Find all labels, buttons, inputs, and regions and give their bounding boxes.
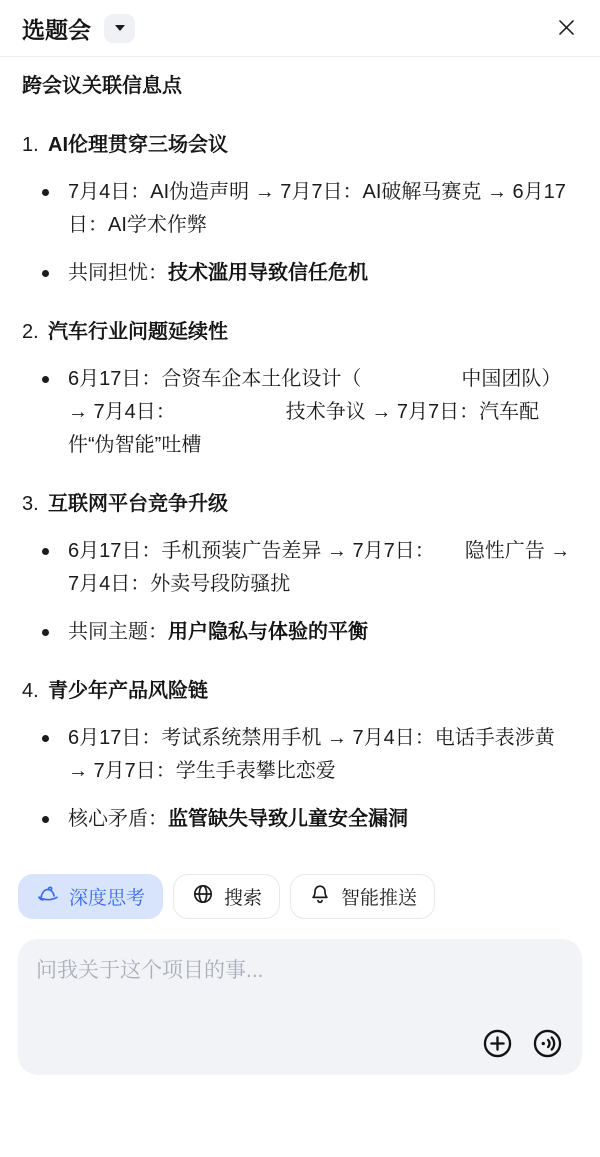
deep-think-button[interactable] bbox=[18, 874, 163, 919]
deep-think-hat-icon bbox=[36, 882, 60, 912]
section-number: 2. bbox=[22, 321, 39, 343]
list-item bbox=[22, 257, 578, 290]
title-dropdown-button[interactable] bbox=[104, 14, 135, 43]
list-item bbox=[22, 616, 578, 649]
section-4 bbox=[22, 675, 578, 836]
list-item-text: 共同主题：用户隐私与体验的平衡 bbox=[68, 621, 368, 643]
section-2 bbox=[22, 316, 578, 462]
list-item bbox=[22, 535, 578, 601]
list-item-text: 共同担忧：技术滥用导致信任危机 bbox=[68, 262, 368, 284]
bell-icon bbox=[308, 882, 332, 912]
header bbox=[0, 0, 600, 56]
voice-input-icon bbox=[530, 1026, 565, 1064]
list-item-text: 6月17日：合资车企本土化设计（ 中国团队） → 7月4日： 技术争议 → 7月7日：汽车配件“伪智能”吐槽 bbox=[68, 368, 562, 456]
header-divider bbox=[0, 56, 600, 57]
chevron-down-icon bbox=[114, 21, 126, 36]
globe-icon bbox=[191, 882, 215, 912]
bullet-icon bbox=[42, 189, 49, 196]
section-number: 4. bbox=[22, 680, 39, 702]
list-item bbox=[22, 722, 578, 788]
list-item bbox=[22, 363, 578, 462]
list-item-text: 7月4日：AI伪造声明 → 7月7日：AI破解马赛克 → 6月17日：AI学术作弊 bbox=[68, 181, 566, 236]
list-item-text: 6月17日：手机预装广告差异 → 7月7日： 隐性广告 → 7月4日：外卖号段防骚扰 bbox=[68, 540, 571, 595]
bullet-icon bbox=[42, 548, 49, 555]
section-title: 青少年产品风险链 bbox=[48, 680, 208, 702]
close-icon bbox=[556, 17, 577, 41]
smart-push-button[interactable] bbox=[290, 874, 435, 919]
section-title: AI伦理贯穿三场会议 bbox=[48, 134, 228, 156]
plus-circle-icon bbox=[480, 1026, 515, 1064]
bullet-icon bbox=[42, 735, 49, 742]
close-button[interactable] bbox=[552, 15, 580, 43]
section-title: 汽车行业问题延续性 bbox=[48, 321, 228, 343]
deep-think-label: 深度思考 bbox=[69, 888, 146, 909]
section-title: 互联网平台竞争升级 bbox=[48, 493, 228, 515]
list-item-text: 核心矛盾：监管缺失导致儿童安全漏洞 bbox=[68, 808, 408, 830]
page-title: 选题会 bbox=[22, 17, 91, 43]
doc-heading: 跨会议关联信息点 bbox=[22, 75, 182, 97]
bullet-icon bbox=[42, 270, 49, 277]
section-1 bbox=[22, 129, 578, 290]
list-item bbox=[22, 176, 578, 242]
list-item-text: 6月17日：考试系统禁用手机 → 7月4日：电话手表涉黄 → 7月7日：学生手表攀比恋爱 bbox=[68, 727, 555, 782]
mode-toolbar bbox=[0, 874, 600, 919]
list-item bbox=[22, 803, 578, 836]
section-number: 3. bbox=[22, 493, 39, 515]
search-button[interactable] bbox=[173, 874, 280, 919]
search-label: 搜索 bbox=[224, 888, 263, 909]
bullet-icon bbox=[42, 376, 49, 383]
attach-button[interactable] bbox=[480, 1027, 515, 1062]
bullet-icon bbox=[42, 816, 49, 823]
smart-push-label: 智能推送 bbox=[341, 888, 418, 909]
section-3 bbox=[22, 488, 578, 649]
bullet-icon bbox=[42, 629, 49, 636]
chat-input[interactable] bbox=[36, 954, 564, 1024]
composer-actions bbox=[480, 1027, 565, 1062]
meeting-notes bbox=[0, 70, 600, 836]
voice-input-button[interactable] bbox=[530, 1027, 565, 1062]
composer bbox=[18, 939, 582, 1075]
section-number: 1. bbox=[22, 134, 39, 156]
